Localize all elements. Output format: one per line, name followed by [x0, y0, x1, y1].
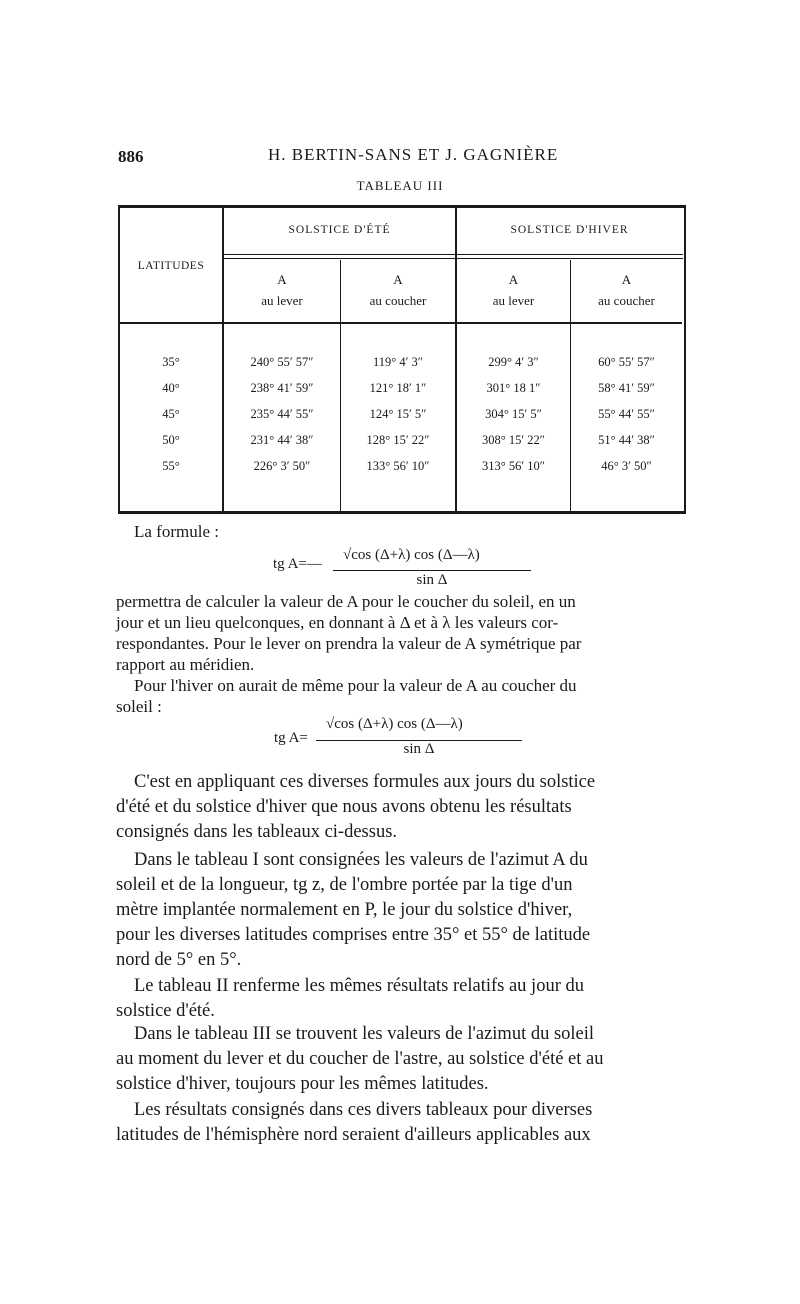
table-rule — [120, 322, 682, 324]
table-cell: 121° 18′ 1″ — [369, 381, 427, 395]
table-rule — [223, 258, 683, 259]
paragraph — [116, 591, 694, 675]
text-line: rapport au méridien. — [116, 655, 255, 674]
table-cell: 313° 56′ 10″ — [482, 459, 545, 473]
paragraph — [116, 1098, 694, 1148]
text-line: soleil et de la longueur, tg z, de l'ombre portée par la tige d'un — [116, 875, 573, 895]
subheader-label: au coucher — [369, 293, 427, 308]
text-line: latitudes de l'hémisphère nord seraient d'ailleurs applicables aux — [116, 1125, 591, 1145]
formula-1-denominator: sin Δ — [416, 572, 448, 588]
text-line: Les résultats consignés dans ces divers tableaux pour diverses — [134, 1100, 593, 1120]
subheader-letter: A — [393, 272, 403, 287]
table-cell: 60° 55′ 57″ — [598, 355, 655, 369]
text-line: soleil : — [116, 697, 162, 716]
table-cell: 128° 15′ 22″ — [366, 433, 430, 447]
table-cell: 58° 41′ 59″ — [598, 381, 655, 395]
table-cell: 238° 41′ 59″ — [250, 381, 314, 395]
table-cell: 55° 44′ 55″ — [598, 407, 655, 421]
paragraph — [116, 848, 694, 973]
table-cell: 119° 4′ 3″ — [373, 355, 423, 369]
text-line: au moment du lever et du coucher de l'astre, au solstice d'été et au — [116, 1049, 604, 1069]
header-latitudes: LATITUDES — [137, 260, 205, 272]
formula-1-numerator: √cos (Δ+λ) cos (Δ—λ) — [343, 547, 480, 563]
formula-2-numerator: √cos (Δ+λ) cos (Δ—λ) — [326, 716, 463, 732]
text-line: jour et un lieu quelconques, en donnant à Δ et à λ les valeurs cor- — [116, 613, 559, 632]
paragraph — [116, 675, 694, 696]
text-line: Pour l'hiver on aurait de même pour la valeur de A au coucher du — [134, 676, 577, 695]
table-title: TABLEAU III — [356, 178, 444, 193]
text-line: permettra de calculer la valeur de A pour le coucher du soleil, en un — [116, 592, 576, 611]
page-number: 886 — [118, 147, 144, 166]
row-latitude: 50° — [162, 433, 180, 447]
table-cell: 133° 56′ 10″ — [366, 459, 430, 473]
text-line: pour les diverses latitudes comprises entre 35° et 55° de latitude — [116, 925, 591, 945]
table-cell: 301° 18 1″ — [486, 381, 541, 395]
text-line: nord de 5° en 5°. — [116, 950, 242, 970]
row-latitude: 55° — [162, 459, 180, 473]
table-cell: 231° 44′ 38″ — [250, 433, 314, 447]
paragraph — [116, 974, 694, 1024]
text-line: solstice d'été. — [116, 1001, 215, 1021]
header-solstice-ete: SOLSTICE D'ÉTÉ — [288, 224, 391, 236]
table-cell: 51° 44′ 38″ — [598, 433, 655, 447]
table-cell: 304° 15′ 5″ — [485, 407, 542, 421]
formula-1-lhs: tg A=— — [273, 556, 322, 572]
table-cell: 235° 44′ 55″ — [250, 407, 314, 421]
row-latitude: 40° — [162, 381, 180, 395]
text-line: consignés dans les tableaux ci-dessus. — [116, 822, 398, 842]
table-cell: 46° 3′ 50″ — [601, 459, 652, 473]
paragraph — [116, 1022, 694, 1097]
table-cell: 124° 15′ 5″ — [369, 407, 427, 421]
formula-1-fraction-bar — [333, 570, 531, 571]
subheader-label: au lever — [492, 293, 535, 308]
formula-2-denominator: sin Δ — [403, 741, 435, 757]
subheader-label: au coucher — [598, 293, 655, 308]
row-latitude: 35° — [162, 355, 180, 369]
subheader-label: au lever — [261, 293, 303, 308]
data-table — [118, 205, 686, 514]
paragraph — [116, 770, 694, 845]
formule-label: La formule : — [134, 522, 219, 541]
text-line: d'été et du solstice d'hiver que nous avons obtenu les résultats — [116, 797, 572, 817]
table-cell: 240° 55′ 57″ — [250, 355, 314, 369]
subheader-letter: A — [277, 272, 287, 287]
table-rule — [223, 254, 683, 255]
text-line: Le tableau II renferme les mêmes résultats relatifs au jour du — [134, 976, 584, 996]
text-line: C'est en appliquant ces diverses formules aux jours du solstice — [134, 772, 596, 792]
formula-2-lhs: tg A= — [274, 730, 308, 746]
running-head: H. BERTIN-SANS ET J. GAGNIÈRE — [268, 145, 559, 164]
text-line: mètre implantée normalement en P, le jour du solstice d'hiver, — [116, 900, 573, 920]
text-line: solstice d'hiver, toujours pour les mêmes latitudes. — [116, 1074, 489, 1094]
table-cell: 226° 3′ 50″ — [253, 459, 311, 473]
row-latitude: 45° — [162, 407, 180, 421]
table-cell: 299° 4′ 3″ — [488, 355, 539, 369]
subheader-letter: A — [508, 272, 519, 287]
table-cell: 308° 15′ 22″ — [482, 433, 545, 447]
header-solstice-hiver: SOLSTICE D'HIVER — [510, 224, 629, 236]
text-line: respondantes. Pour le lever on prendra la valeur de A symétrique par — [116, 634, 582, 653]
text-line: Dans le tableau III se trouvent les valeurs de l'azimut du soleil — [134, 1024, 595, 1044]
subheader-letter: A — [621, 272, 632, 287]
text-line: Dans le tableau I sont consignées les valeurs de l'azimut A du — [134, 850, 588, 870]
